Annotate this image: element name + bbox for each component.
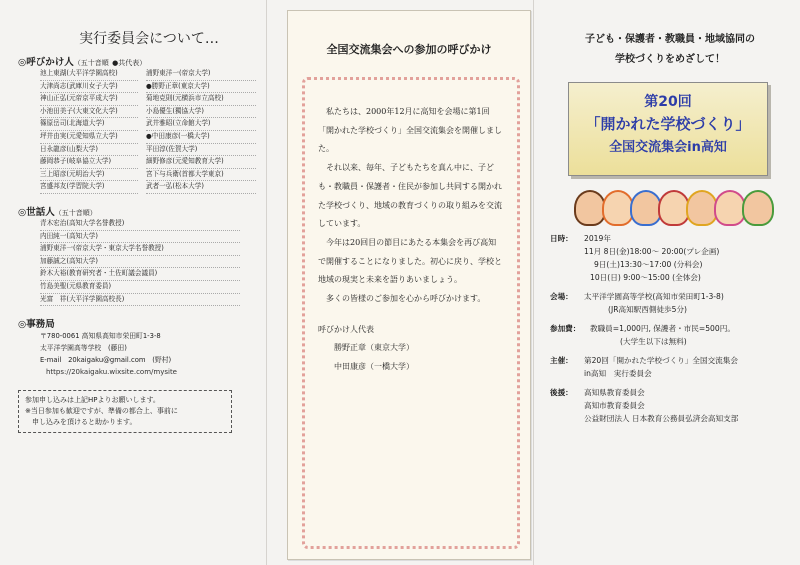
caller-entry: 池上東湖(大平洋学園高校)	[40, 68, 138, 81]
fee: 教職員=1,000円, 保護者・市民=500円。	[590, 324, 735, 333]
note-line: 申し込みを頂けると助かります。	[25, 418, 137, 427]
caller-entry: 三上昭彦(元明治大学)	[40, 169, 138, 182]
fold-line-left	[266, 0, 267, 565]
invitation-paragraph: 今年は20回目の節目にあたる本集会を再び高知で開催することになりました。初心に戻り、学校と地域の現実と未来を語りあいましょう。	[318, 237, 502, 285]
venue-access: (JR高知駅西側徒歩5分)	[608, 305, 688, 314]
caller-entry: 小池田美子(大東文化大学)	[40, 106, 138, 119]
office-address	[40, 330, 250, 366]
caller-entry: ●勝野正章(東京大学)	[146, 81, 256, 94]
caller-entry: 日永龍彦(山梨大学)	[40, 144, 138, 157]
note-line: ※当日参加も歓迎ですが、準備の都合上、事前に	[25, 407, 178, 416]
signature-block	[318, 321, 502, 377]
support-3: 公益財団法人 日本教育公務員弘済会高知支部	[584, 414, 739, 423]
host-label: 主催：	[550, 356, 573, 365]
support-label: 後援：	[550, 388, 573, 397]
date-day-3: 10日(日) 9:00～15:00 (全体会)	[590, 273, 701, 282]
website-link[interactable]: https://20kaigaku.wixsite.com/mysite	[46, 368, 177, 377]
organizer-entry: 光富 祥(大平洋学園高校長)	[40, 294, 240, 307]
office-line: E-mail 20kaigaku@gmail.com (野村)	[40, 356, 172, 365]
callers-heading: ◎呼びかけ人（五十音順 ●共代表）	[18, 57, 147, 68]
caller-entry: 宮下与兵衛(首都大学東京)	[146, 169, 256, 182]
event-slogan-1: 子ども・保護者・教職員・地域協同の	[585, 34, 755, 45]
venue-label: 会場：	[550, 292, 573, 301]
caller-entry: 細野修彦(元愛知教育大学)	[146, 156, 256, 169]
invitation-paragraph: 私たちは、2000年12月に高知を会場に第1回「開かれた学校づくり」全国交流集会を開催しました。	[318, 107, 502, 154]
event-title-banner	[568, 82, 768, 176]
invitation-body	[318, 103, 502, 377]
organizer-entry: 鈴木大裕(教育研究者・土佐町議会議員)	[40, 268, 240, 281]
signature-name: 勝野正章（東京大学）	[334, 343, 414, 353]
support-2: 高知市教育委員会	[584, 401, 645, 410]
organizers-list	[40, 218, 240, 306]
caller-entry: 小島優生(獨協大学)	[146, 106, 256, 119]
callers-list	[40, 68, 250, 194]
organizer-entry: 竹島美聖(元県教育委員)	[40, 281, 240, 294]
organizer-entry: 内田純一(高知大学)	[40, 231, 240, 244]
caller-entry: 篠原岳司(北海道大学)	[40, 118, 138, 131]
banner-line-3: 全国交流集会in高知	[609, 140, 727, 155]
date-year: 2019年	[584, 234, 611, 243]
date-label: 日時：	[550, 234, 573, 243]
fee-label: 参加費：	[550, 324, 581, 333]
date-day-1: 11月 8日(金)18:00～ 20:00(プレ企画)	[584, 247, 720, 256]
support-1: 高知県教育委員会	[584, 388, 645, 397]
caller-entry: 武井雅昭(立命館大学)	[146, 118, 256, 131]
office-heading: ◎事務局	[18, 319, 55, 331]
organizer-entry: 浦野東洋一(帝京大学・東京大学名誉教授)	[40, 243, 240, 256]
committee-title: 実行委員会について…	[79, 31, 219, 47]
invitation-paragraph: それ以来、毎年、子どもたちを真ん中に、子ども・教職員・保護者・住民が参加し共同する開かれた学校づくり、地域の教育づくりの取り組みを交流しています。	[318, 163, 502, 229]
office-line: 太平洋学園高等学校 (藤田)	[40, 344, 127, 353]
event-panel	[540, 30, 790, 425]
event-details	[550, 232, 790, 425]
venue: 太平洋学園高等学校(高知市栄田町1-3-8)	[584, 292, 724, 301]
committee-panel	[18, 28, 250, 433]
caller-entry: 菊地克則(元横浜市立高校)	[146, 93, 256, 106]
caller-entry: 浦野東洋一(帝京大学)	[146, 68, 256, 81]
caller-entry: 武者一弘(松本大学)	[146, 181, 256, 194]
caller-entry: 宮盛邦友(学習院大学)	[40, 181, 138, 194]
event-slogan-2: 学校づくりをめざして！	[615, 54, 725, 65]
office-line: 〒780-0061 高知県高知市栄田町1-3-8	[40, 332, 161, 341]
invitation-panel	[287, 10, 531, 560]
organizer-entry: 青木宏治(高知大学名誉教授)	[40, 218, 240, 231]
note-line: 参加申し込みは上記HPよりお願いします。	[25, 396, 160, 405]
organizer-entry: 加藤誠之(高知大学)	[40, 256, 240, 269]
caller-entry: ●中田康彦(一橋大学)	[146, 131, 256, 144]
host: 第20回「開かれた学校づくり」全国交流集会	[584, 356, 738, 365]
caller-entry: 大津尚志(武庫川女子大学)	[40, 81, 138, 94]
fold-line-right	[533, 0, 534, 565]
invitation-paragraph: 多くの皆様のご参加を心から呼びかけます。	[326, 294, 486, 304]
caller-entry: 藤岡恭子(岐阜協立大学)	[40, 156, 138, 169]
organizers-heading: ◎世話人（五十音順）	[18, 206, 97, 218]
registration-note	[18, 390, 232, 433]
signature-title: 呼びかけ人代表	[318, 324, 374, 334]
invitation-title: 全国交流集会への参加の呼びかけ	[326, 43, 492, 56]
fee-note: (大学生以下は無料)	[620, 337, 687, 346]
caller-entry: 平田淳(佐賀大学)	[146, 144, 256, 157]
signature-name: 中田康彦（一橋大学）	[334, 362, 414, 372]
date-day-2: 9日(土)13:30～17:00 (分科会)	[594, 260, 703, 269]
caller-entry: 坪井由実(元愛知県立大学)	[40, 131, 138, 144]
banner-line-1: 第20回	[644, 94, 692, 110]
banner-line-2: 「開かれた学校づくり」	[585, 115, 751, 133]
host-2: in高知 実行委員会	[584, 369, 652, 378]
caller-entry: 神山正弘(元帝京平成大学)	[40, 93, 138, 106]
children-illustration	[574, 186, 790, 226]
